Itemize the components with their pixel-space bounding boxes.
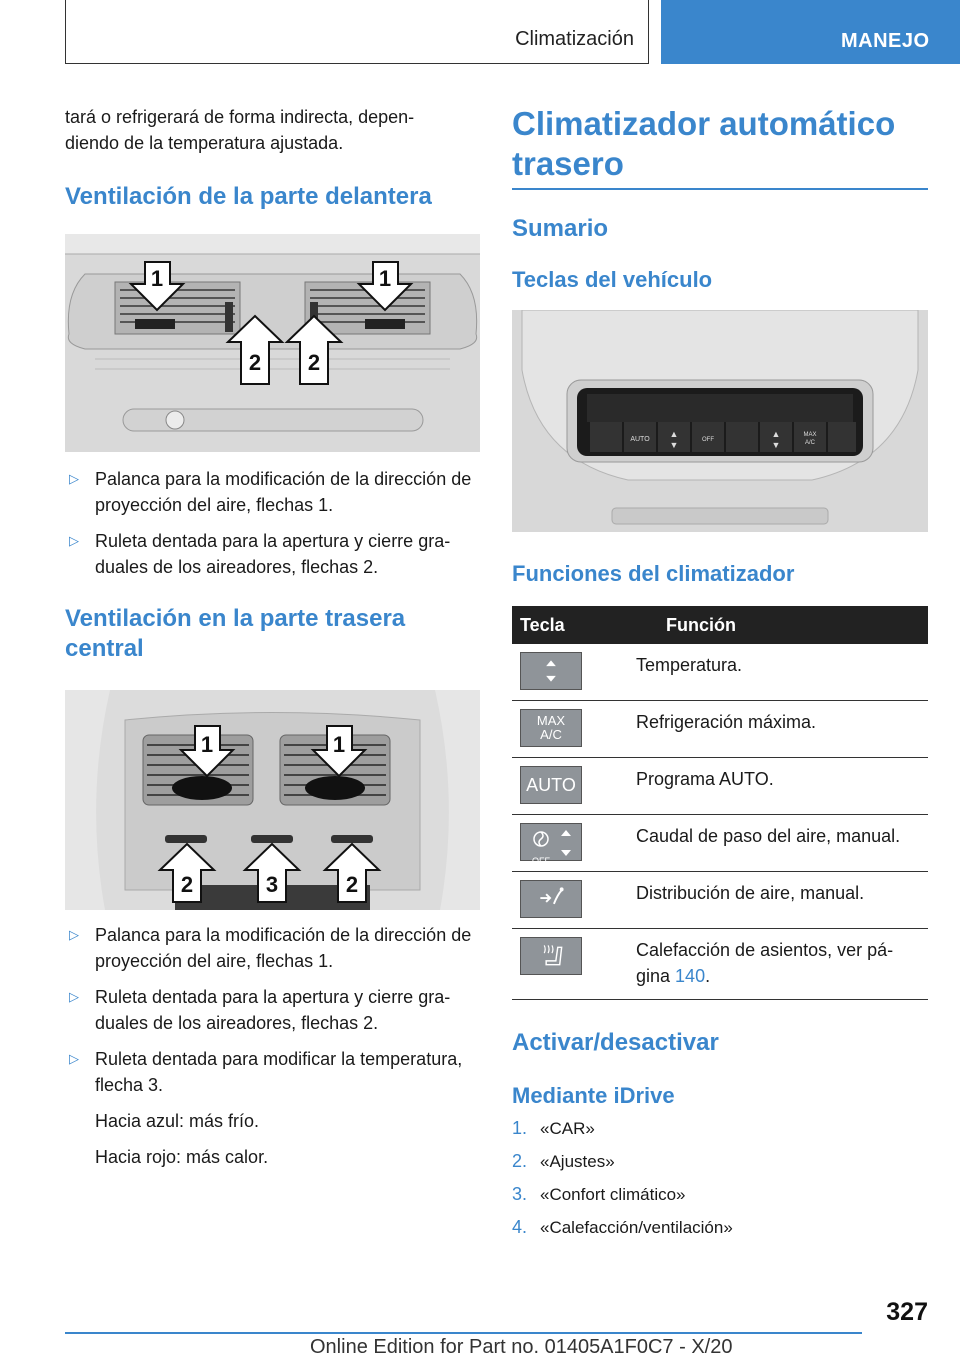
fan-updown-icon: OFF <box>520 823 582 861</box>
front-bullet-1: ▷ Palanca para la modificación de la dirección de proyección del aire, flechas 1. <box>65 466 480 518</box>
rear-ventilation-heading: Ventilación en la parte trasera central <box>65 605 406 662</box>
rear-vents-image <box>65 690 480 910</box>
callout-front-1-left: 1 <box>150 266 164 291</box>
callout-rear-2-left: 2 <box>180 872 194 897</box>
func-auto: Programa AUTO. <box>636 758 928 815</box>
triangle-bullet-icon: ▷ <box>69 471 79 486</box>
title-line-1: Climatizador automático <box>512 105 896 142</box>
callout-front-2-right: 2 <box>307 350 321 375</box>
front-bullets <box>65 466 480 580</box>
callout-rear-1-left: 1 <box>200 732 214 757</box>
rear-climate-panel-image <box>512 310 928 532</box>
rear-bullet-1: ▷ Palanca para la modificación de la dirección de proyección del aire, flechas 1. <box>65 922 480 974</box>
auto-icon: AUTO <box>520 766 582 804</box>
header-tab-manejo[interactable]: MANEJO <box>661 0 960 64</box>
footer-edition: Online Edition for Part no. 01405A1F0C7 - X/20 <box>310 1336 733 1358</box>
right-column <box>512 104 928 1244</box>
func-air-distribution: Distribución de aire, manual. <box>636 872 928 929</box>
table-row <box>512 929 928 1000</box>
air-distribution-icon <box>520 880 582 918</box>
rear-bullet-2: ▷ Ruleta dentada para la apertura y cierre gra-duales de los aireadores, flechas 2. <box>65 984 480 1036</box>
panel-max-label: MAX <box>803 432 817 438</box>
triangle-bullet-icon: ▷ <box>69 1051 79 1066</box>
list-item: 1. «CAR» <box>512 1118 595 1138</box>
list-item: 4. «Calefacción/ventilación» <box>512 1217 733 1237</box>
onoff-heading: Activar/desactivar <box>512 1029 719 1056</box>
callout-rear-3: 3 <box>265 872 279 897</box>
panel-auto-label: AUTO <box>630 436 650 443</box>
panel-ac-label: A/C <box>804 440 816 446</box>
sumario-heading: Sumario <box>512 215 609 242</box>
idrive-heading: Mediante iDrive <box>512 1083 675 1108</box>
header-section-title: Climatización <box>515 28 634 50</box>
triangle-bullet-icon: ▷ <box>69 533 79 548</box>
svg-text:▼: ▼ <box>771 440 781 450</box>
func-fan-flow: Caudal de paso del aire, manual. <box>636 815 928 872</box>
func-seat-heating: Calefacción de asientos, ver pá- gina 140. <box>636 929 928 1000</box>
temperature-updown-icon <box>520 652 582 690</box>
table-row <box>512 701 928 758</box>
svg-text:▼: ▼ <box>669 440 679 450</box>
list-item: 3. «Confort climático» <box>512 1184 686 1204</box>
callout-rear-2-right: 2 <box>345 872 359 897</box>
front-bullet-2: ▷ Ruleta dentada para la apertura y cierre gra-duales de los aireadores, flechas 2. <box>65 528 480 580</box>
callout-rear-1-right: 1 <box>332 732 346 757</box>
idrive-steps <box>512 1112 928 1244</box>
intro-line-2: diendo de la temperatura ajustada. <box>65 133 344 153</box>
left-column <box>65 104 480 1180</box>
rear-bullets <box>65 922 480 1098</box>
table-row <box>512 872 928 929</box>
table-row <box>512 815 928 872</box>
vehicle-keys-heading: Teclas del vehículo <box>512 267 713 292</box>
triangle-bullet-icon: ▷ <box>69 989 79 1004</box>
table-row <box>512 644 928 701</box>
front-ventilation-heading: Ventilación de la parte delantera <box>65 183 432 210</box>
rear-bullet-3: ▷ Ruleta dentada para modificar la temperatura, flecha 3. <box>65 1046 480 1098</box>
functions-heading: Funciones del climatizador <box>512 561 795 586</box>
col-func-header: Función <box>636 606 928 644</box>
title-line-2: trasero <box>512 145 624 182</box>
page-link-140[interactable]: 140 <box>675 966 706 986</box>
intro-line-1: tará o refrigerará de forma indirecta, depen- <box>65 107 415 127</box>
col-key-header: Tecla <box>512 606 636 644</box>
func-temperature: Temperatura. <box>636 644 928 701</box>
triangle-bullet-icon: ▷ <box>69 927 79 942</box>
rear-note-red: Hacia rojo: más calor. <box>95 1147 269 1167</box>
callout-front-1-right: 1 <box>378 266 392 291</box>
table-row <box>512 758 928 815</box>
page-number: 327 <box>886 1298 928 1326</box>
header-section-box <box>65 0 649 64</box>
svg-text:▲: ▲ <box>669 429 679 439</box>
max-ac-icon: MAX A/C <box>520 709 582 747</box>
footer-rule <box>65 1332 862 1334</box>
callout-front-2-left: 2 <box>248 350 262 375</box>
functions-table <box>512 606 928 1000</box>
rear-note-blue: Hacia azul: más frío. <box>95 1111 260 1131</box>
list-item: 2. «Ajustes» <box>512 1151 615 1171</box>
front-vents-image <box>65 234 480 452</box>
seat-heating-icon <box>520 937 582 975</box>
table-header-row <box>512 606 928 644</box>
panel-off-label: OFF <box>702 437 714 443</box>
svg-text:▲: ▲ <box>771 429 781 439</box>
title-rule <box>512 188 928 190</box>
func-max-cooling: Refrigeración máxima. <box>636 701 928 758</box>
